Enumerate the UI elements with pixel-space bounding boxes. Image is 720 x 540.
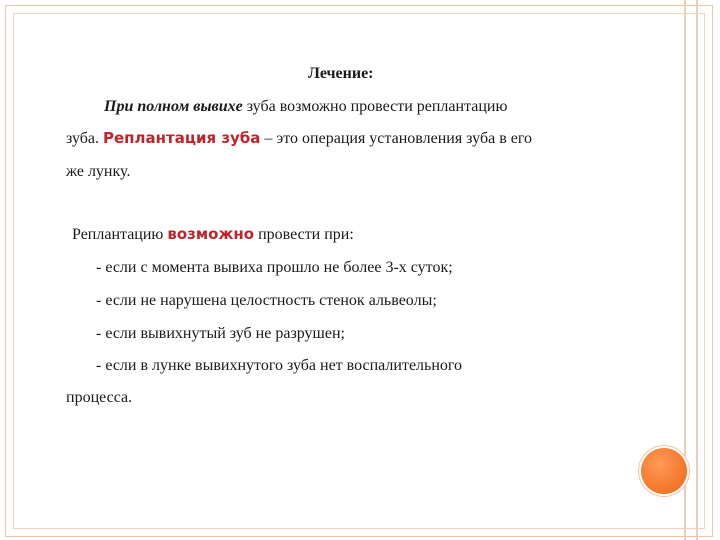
paragraph-1-line-3: же лунку. <box>66 163 131 180</box>
intro-start: Реплантацию <box>72 226 168 243</box>
paragraph-2-intro <box>72 227 354 243</box>
intro-end: провести при: <box>254 226 354 243</box>
line-2-rest: – это операция установления зуба в его <box>260 130 533 147</box>
paragraph-1-line-2 <box>66 131 532 147</box>
replantation-term: Реплантация зуба <box>103 129 261 147</box>
decorative-right-band <box>684 0 698 540</box>
line-2-start: зуба. <box>66 130 104 147</box>
paragraph-1-line-1 <box>104 99 507 115</box>
orange-circle-decoration <box>641 448 687 494</box>
condition-item-3: - если вывихнутый зуб не разрушен; <box>96 325 345 342</box>
condition-item-1: - если с момента вывиха прошло не более 3-х суток; <box>96 259 453 276</box>
slide-heading: Лечение: <box>308 65 374 82</box>
possible-emphasis: возможно <box>167 225 255 243</box>
condition-item-4: - если в лунке вывихнутого зуба нет воспалительного <box>96 357 463 374</box>
condition-item-4-continuation: процесса. <box>66 389 133 406</box>
italic-lead: При полном вывихе <box>104 98 243 115</box>
condition-item-2: - если не нарушена целостность стенок альвеолы; <box>96 292 437 309</box>
line-1-rest: зуба возможно провести реплантацию <box>242 98 508 115</box>
